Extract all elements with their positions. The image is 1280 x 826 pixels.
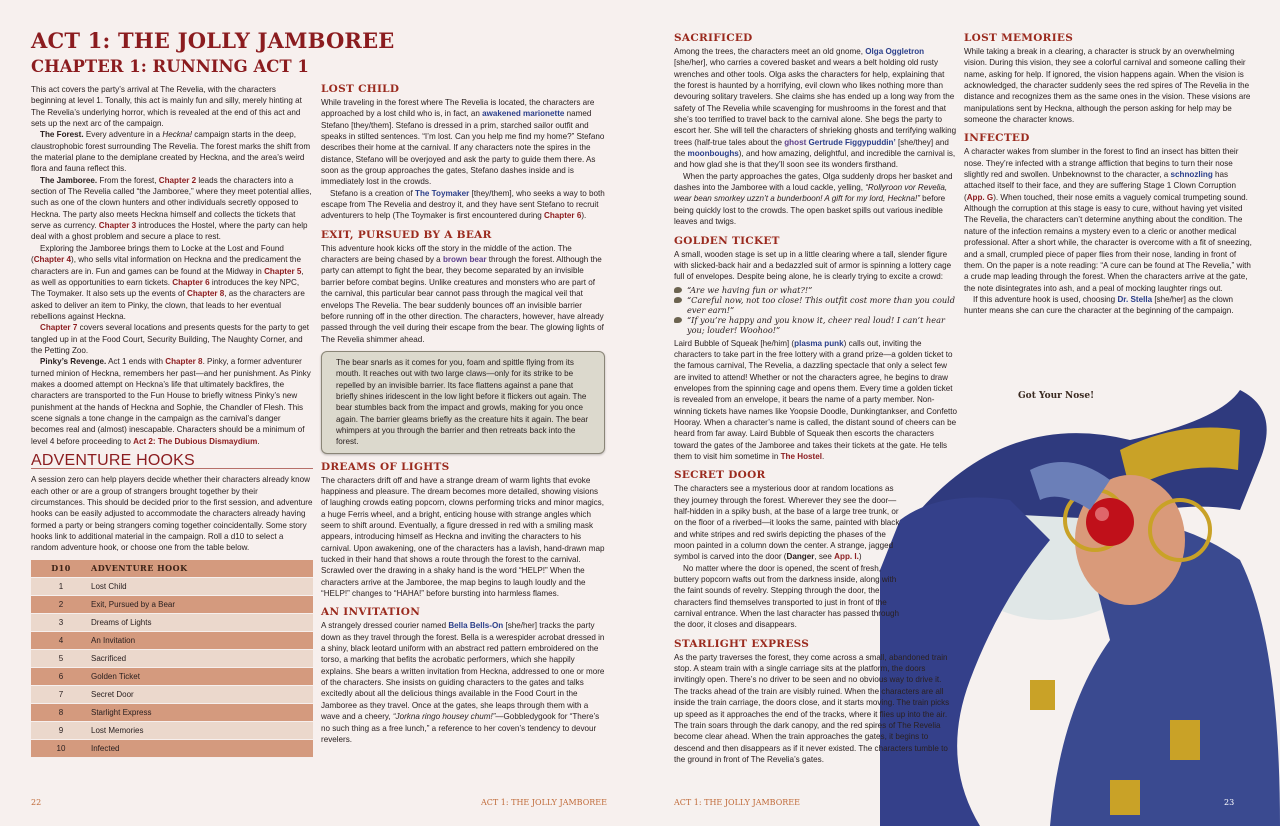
roll-cell: 7 [31, 686, 91, 704]
paragraph [31, 84, 313, 129]
hook-cell: Lost Memories [91, 722, 313, 740]
text-run: Exploring the Jamboree brings them to Locke at the Lost and Found ( [31, 243, 284, 265]
roll-cell: 8 [31, 704, 91, 722]
text-run: Danger [786, 552, 815, 562]
paragraph [674, 652, 957, 765]
paragraph [321, 243, 605, 345]
text-run: Among the trees, the characters meet an old gnome, [674, 47, 866, 56]
creature-reference: ghost [784, 137, 807, 147]
hook-cell: Starlight Express [91, 704, 313, 722]
page-number-left: 22 [31, 798, 42, 807]
chapter-reference: Chapter 3 [98, 221, 137, 231]
chapter-reference: Chapter 5 [264, 266, 302, 276]
text-run: ). [581, 211, 587, 221]
table-row [31, 596, 313, 614]
chapter-reference: Chapter 6 [172, 277, 210, 287]
right-page [640, 0, 1280, 826]
paragraph [674, 338, 957, 463]
text-run: When the party approaches the gates, Olga suddenly drops her basket and dashes into the Jamboree with a loud cackle, yelling, [674, 171, 953, 193]
text-run: ) calls out, inviting the characters to take part in the free lottery with a grand prize—a golden ticket to the famous carnival, The Revelia, a dazzling spectacle that only a select few are invited to attend! Whether or not the characters agree, he begins to draw envelopes from the spinning cage and opens them. Every time a golden ticket is revealed from an envelope, it bears the name of a party member. Non-winning tickets have names like Yoopsie Doodle, Dunkingtankser, and Confetto Hooray. When a character’s name is called, the distant sound of cheers can be heard from far away. Laird Bubble of Squeak then escorts the characters toward the gates of the Jamboree and takes their tickets at the gate. He tells them to visit him sometime in [674, 338, 958, 461]
secret-door-heading: SECRET DOOR [674, 469, 766, 482]
creature-reference: Bella Bells-On [448, 621, 504, 631]
dreams-text [321, 475, 605, 600]
text-run: Act 1 ends with [106, 357, 166, 367]
creature-reference: awakened marionette [482, 109, 565, 119]
text-run: As the party traverses the forest, they come across a small, abandoned train stop. A steam train with a single carriage sits at the platform, the doors invitingly open. There’s no driver to be seen and no obvious way to drive it. The tracks ahead of the train are visibly ruined. When the characters are all inside the train carriage, the doors close, and it starts moving. The train picks up speed as it approaches the end of the tracks, where it flies up into the air. The train soars through the dark canopy, and the red spires of The Revelia become clear ahead. When the train approaches the gates, it begins to descend and then disappears as if it never existed. The characters tumble to the ground in front of The Revelia’s gates. [674, 652, 950, 764]
hook-cell: Golden Ticket [91, 668, 313, 686]
text-run: [she/they] and the [674, 137, 949, 159]
golden-ticket-text-2 [674, 338, 957, 463]
right-column-2 [964, 31, 1254, 317]
table-row [31, 614, 313, 632]
quote-list [674, 285, 957, 335]
text-run: From the forest, [97, 175, 159, 185]
chapter-title: CHAPTER 1: RUNNING ACT 1 [31, 57, 309, 76]
page-number-right: 23 [1224, 798, 1235, 807]
chapter-reference: Act 2: The Dubious Dismaydium [133, 436, 258, 446]
text-run: The Jamboree. [40, 175, 98, 185]
text-run: . [821, 451, 825, 461]
text-run: introduces the Hostel, where the party can help deal with a ghost problem and secure a place to rest. [31, 221, 308, 242]
quote-text: “Are we having fun or what?!” [687, 284, 813, 295]
creature-reference: brown bear [442, 255, 487, 265]
text-run: ), and how amazing, delightful, and incredible the carnival is, and how glad she is that they’ll soon see its wonders firsthand. [674, 149, 956, 170]
text-run: Every adventure in a [83, 130, 163, 140]
running-footer-right: ACT 1: THE JOLLY JAMBOREE [674, 798, 800, 807]
intro-text [31, 84, 313, 447]
golden-ticket-heading: GOLDEN TICKET [674, 234, 780, 247]
chapter-reference: Chapter 6 [544, 211, 582, 221]
text-run: A strangely dressed courier named [321, 621, 449, 631]
text-run: Stefano is a creation of [330, 188, 416, 198]
read-aloud-box: The bear snarls as it comes for you, foam and spittle flying from its mouth. It reaches out with two large claws—only for its strike to be repelled by an invisible barrier. Its face flattens against a pane that briefly shines iridescent in the low light before it flickers out again. The bear stumbles back from the impact and growls, making for you once again. The barrier gleams briefly as the creature hits it again. The bear whimpers at you through the barrier and then retreats back into the forest. [321, 351, 605, 454]
text-run: Pinky’s Revenge. [40, 357, 107, 367]
roll-cell: 10 [31, 740, 91, 758]
chapter-reference: App. I. [834, 552, 859, 562]
hook-cell: Infected [91, 740, 313, 758]
bear-text [321, 243, 605, 345]
creature-reference: plasma punk [794, 338, 844, 348]
roll-cell: 3 [31, 614, 91, 632]
paragraph [674, 171, 957, 228]
paragraph [674, 46, 957, 171]
roll-cell: 5 [31, 650, 91, 668]
text-run: before being quickly lost to the crowds. The open basket spills out various inedible leaves and twigs. [674, 194, 946, 227]
paragraph [31, 356, 313, 447]
paragraph [31, 474, 313, 553]
roll-cell: 4 [31, 632, 91, 650]
speech-bubble-icon [674, 317, 682, 323]
paragraph [964, 146, 1254, 293]
table-row [31, 722, 313, 740]
text-run: ), who sells vital information on Heckna and the predicament the characters are in. Fun and games can be found at the Midway in [31, 255, 301, 276]
text-run: While traveling in the forest where The Revelia is located, the characters are approached by a lost child who is, in fact, an [321, 98, 595, 119]
right-column-1 [674, 31, 957, 765]
text-run: A small, wooden stage is set up in a little clearing where a tall, slender figure with slicked-back hair and a bedazzled suit of armor is spinning a lottery cage full of envelopes. Despite being alone, he is clearly trying to excite a crowd: [674, 249, 952, 282]
speech-bubble-icon [674, 287, 682, 293]
text-run: , as the characters are asked to deliver an item to Pinky, the clown, that leads to her eventual rebellions against Heckna. [31, 289, 305, 321]
text-run: Laird Bubble of Squeak [he/him] ( [674, 338, 795, 348]
text-run: [she/her] tracks the party down as they travel through the forest. Bella is a werespider acrobat dressed in a shiny, black leotard uniform with an abstract red pattern embroidered on the torso, a marking that befits the acrobatic performers, which she happily explains. She bears a written invitation from Heckna, addressed to one or more of the characters. She insists on guiding characters to the gates and talks excitedly about all the delicious things available in the Food Court in the Jamboree as they travel. Once at the gates, she leaps through them with a wave and a cheery, [321, 621, 605, 722]
hook-cell: Secret Door [91, 686, 313, 704]
creature-reference: schnozling [1170, 170, 1213, 180]
text-run: , see [814, 552, 835, 562]
text-run: has attached itself to their face, and they are suffering Stage 1 Clown Corruption ( [964, 170, 1237, 202]
text-run: ) [858, 552, 862, 562]
text-run: . [257, 436, 260, 446]
text-run: . Pinky, a former adventurer turned minion of Heckna, remembers her past—and her punishment. As Pinky makes a doomed attempt on Heckna’s life that ultimately backfires, the characters are transported to the Fun House to briefly witness Pinky’s new punishment at the hands of Heckna and Sophie, the Chandler of Flesh. This scene signals a tone change in the campaign as the carnival’s danger becomes real and (almost) inescapable. Characters should be a minimum of level 4 before proceeding to [31, 357, 311, 446]
paragraph [321, 97, 605, 188]
secret-door-text [674, 483, 906, 630]
paragraph [321, 188, 605, 222]
chapter-reference: The Hostel [780, 451, 822, 461]
lost-memories-heading: LOST MEMORIES [964, 32, 1074, 44]
left-column-2 [321, 82, 605, 745]
creature-reference: Olga Oggletron [865, 47, 925, 56]
text-run: No matter where the door is opened, the scent of fresh, buttery popcorn wafts out from the darkness inside, along with the faint sounds of revelry. Stepping through the door, the characters find themselves transported to just in front of the carnival entrance. When the last character has passed through the door, it closes and disappears. [674, 563, 899, 630]
lost-memories-text [964, 46, 1254, 125]
hook-cell: Exit, Pursued by a Bear [91, 596, 313, 614]
chapter-reference: Chapter 8 [186, 289, 225, 299]
text-run: [they/them], who seeks a way to both escape from The Revelia and destroy it, and they have sent Stefano to recruit adventurers to help (The Toymaker is first encountered during [321, 188, 605, 221]
text-run: While taking a break in a clearing, a character is struck by an overwhelming vision. During this vision, they see a colorful carnival and someone calling their name, asking for help. If ignored, the vision happens again. When the vision is acknowledged, the character suddenly sees the red spires of The Revelia in the distance and recognizes them as the same ones in the vision. These visions are manipulations sent by Heckna, although the person asking for help may be someone the character knows. [964, 47, 1251, 125]
text-run: [she/her], who carries a covered basket and wears a belt holding old rusty wrenches and other tools. Olga asks the characters for help, explaining that the forest is haunted by a horrifying, evil clown who likes nothing more than devouring solitary travelers. She claims she has ended up a long way from the safety of The Revelia while scavenging for mushrooms in the forest and that she’s too terrified to travel back to the carnival alone. She begs the party to escort her. She will tell the characters of shrieking ghosts and terrifying walking trees (half-true tales about the [674, 58, 957, 147]
paragraph [964, 294, 1254, 317]
creature-reference: Dr. Stella [1117, 294, 1153, 304]
text-run: A character wakes from slumber in the forest to find an insect has bitten their nose. They’re infected with a strange affliction that begins to turn their nose slightly red and swollen. Unbeknownst to the character, a [964, 147, 1239, 180]
sacrificed-heading: SACRIFICED [674, 32, 753, 44]
invitation-heading: AN INVITATION [321, 606, 421, 619]
chapter-reference: Chapter 8 [165, 357, 203, 367]
chapter-reference: Chapter 4 [33, 255, 72, 265]
text-run: If this adventure hook is used, choosing [973, 294, 1118, 304]
starlight-text [674, 652, 957, 765]
quote-item [674, 285, 957, 295]
speech-bubble-icon [674, 297, 682, 303]
table-row [31, 686, 313, 704]
paragraph [31, 322, 313, 356]
paragraph [674, 483, 906, 562]
creature-reference: Gertrude Figgypuddin’ [808, 137, 896, 147]
roll-cell: 9 [31, 722, 91, 740]
adventure-hook-table [31, 560, 313, 758]
dreams-heading: DREAMS OF LIGHTS [321, 460, 450, 473]
text-run: This adventure hook kicks off the story in the middle of the action. The characters are being chased by a [321, 243, 572, 265]
creature-reference: moonboughs [687, 149, 739, 159]
paragraph [964, 46, 1254, 125]
golden-ticket-text [674, 249, 957, 283]
chapter-reference: App. G [966, 192, 994, 202]
text-run: The characters see a mysterious door at random locations as they journey through the forest. Wherever they see the door—half-hidden in a spiky bush, at the base of a large tree trunk, or on the floor of a riverbed—it looks the same, painted with black and white stripes and red swirls depicting the phases of the moon painted in a column down the center. A strange, jagged symbol is carved into the door ( [674, 484, 900, 562]
starlight-heading: STARLIGHT EXPRESS [674, 637, 810, 650]
text-run: through the forest. Although the party can attempt to fight the bear, they become separated by an invisible barrier before combat begins. Unlike creatures and monsters who are part of the carnival, this particular bear cannot pass through the magical veil that envelops The Revelia. The bear suddenly bounces off an invisible barrier before running off in the other direction. The characters, however, have already passed through the veil during their escape from the bear. The glowing lights of The Revelia shimmer ahead. [321, 255, 604, 344]
quote-text: “If you’re happy and you know it, cheer real loud! I can’t hear you; louder! Woohoo!” [687, 314, 945, 335]
text-run: [she/her] as the clown hunter means she can cure the character at the beginning of the campaign. [964, 294, 1234, 316]
text-run: leads the characters into a section of The Revelia called “the Jamboree,” where they meet potential allies, such as one of the clown hunters and other individuals secretly opposed to Heckna. The party also meets Heckna himself and collects the tickets that serve as currency. [31, 175, 312, 231]
paragraph [321, 475, 605, 600]
act-title: ACT 1: THE JOLLY JAMBOREE [31, 28, 395, 53]
text-run: covers several locations and presents quests for the party to get tangled up in at the Food Court, Security Building, The Naughty Corner, and the Petting Zoo. [31, 323, 310, 355]
text-run: —Gobbledygook for “There’s no such thing as a free lunch,” a reference to her coven’s tendency to devour revelers. [321, 712, 600, 744]
text-run: “Jorkna ringo housey chum!” [392, 712, 496, 722]
table-row [31, 668, 313, 686]
text-run: A session zero can help players decide whether their characters already know each other or are a group of strangers brought together by their circumstances. This should be decided prior to the first session, and adventure hooks can be easily adjusted to accommodate the characters already having formed a party or being strangers coming together coincidentally. Some story hooks link to additional material in the campaign. Roll a d10 to select a random adventure hook, or choose one from the table below. [31, 475, 313, 553]
chapter-reference: Chapter 2 [158, 175, 197, 185]
text-run: Heckna! [162, 130, 193, 140]
hook-cell: Sacrificed [91, 650, 313, 668]
paragraph [674, 249, 957, 283]
roll-cell: 2 [31, 596, 91, 614]
text-run: The Forest. [40, 130, 84, 140]
roll-cell: 1 [31, 578, 91, 596]
text-run: ). When touched, their nose emits a vaguely comical trumpeting sound. Although the corruption at this stage is easy to cure, without having yet visited The Revelia, the characters can’t determine anything about the condition. The nature of the infection remains a mystery even to a cleric or another medical professional. After a short while, the character is overcome with a fit of sneezing, and a small, crumpled piece of paper flies from their nose, landing in front of them. On the paper is a note reading: “A cure can be found at The Revelia,” with a crude map leading through the forest. When the characters arrive at the gate, the note disintegrates into ash, and a peal of mocking laughter rings out. [964, 192, 1252, 293]
text-run: The characters drift off and have a strange dream of warm lights that evoke happiness and pleasure. The dream becomes more detailed, showing visions of laughing crowds eating popcorn, clowns performing tricks and minor magics, a huge Ferris wheel, and a bright, enticing house with strange angles which seem to shift around. Eventually, a figure dressed in red with a smiling mask appears, introducing himself as Heckna and inviting the characters to his carnival. Upon awakening, one of the characters has a lavish, hand-drawn map tucked in their hand that shows a route through the forest to the carnival. Scrawled over the drawing in a shaky hand is the word “HELP!” When the characters arrive at the Jamboree, the map begins to laugh loudly and the “HELP!” changes to “HAHA!” before bursting into harmless flames. [321, 475, 605, 599]
text-run: , as well as opportunities to earn tickets. [31, 266, 304, 287]
chapter-reference: Chapter 7 [40, 323, 78, 333]
invitation-text [321, 620, 605, 745]
paragraph [31, 129, 313, 174]
table-header-d10: D10 [31, 560, 91, 578]
text-run: named Stefano [they/them]. Stefano is dressed in a prim, starched sailor outfit and speaks in stilted sentences. “I’m lost. Can you help me find my home?” Stefano describes their home at the carnival. If any characters note the spires in the distance, Stefano will be overjoyed and ask the party to guide them there. As soon as the group approaches the gates, Stefano dashes inside and is immediately lost in the crowds. [321, 109, 605, 187]
hook-cell: Lost Child [91, 578, 313, 596]
infected-heading: INFECTED [964, 132, 1030, 145]
paragraph [31, 243, 313, 322]
hook-cell: Dreams of Lights [91, 614, 313, 632]
table-row [31, 650, 313, 668]
left-column-1 [31, 84, 313, 758]
paragraph [321, 620, 605, 745]
table-row [31, 632, 313, 650]
lost-child-text [321, 97, 605, 222]
table-row [31, 578, 313, 596]
adventure-hooks-heading: ADVENTURE HOOKS [31, 455, 313, 469]
text-run: “Rollyroon vor Revelia, wear bean smorkey uzzn’t a bunderboon! A gift for my lord, Heckna!” [674, 183, 948, 204]
running-footer-left: ACT 1: THE JOLLY JAMBOREE [481, 798, 607, 807]
quote-text: “Careful now, not too close! This outfit cost more than you could ever earn!” [687, 294, 956, 315]
table-row [31, 704, 313, 722]
quote-item [674, 315, 957, 335]
table-header-hook: ADVENTURE HOOK [91, 560, 313, 578]
lost-child-heading: LOST CHILD [321, 83, 400, 95]
text-run: introduces the key NPC, The Toymaker. It also sets up the events of [31, 277, 300, 299]
roll-cell: 6 [31, 668, 91, 686]
paragraph [674, 563, 906, 631]
table-row [31, 740, 313, 758]
creature-reference: The Toymaker [415, 188, 470, 198]
quote-item [674, 295, 957, 315]
hook-cell: An Invitation [91, 632, 313, 650]
text-run: campaign starts in the deep, claustrophobic forest surrounding The Revelia. The forest marks the shift from the material plane to the demiplane created by Heckna, and the area’s weird flora and fauna reflect this. [31, 130, 311, 174]
sacrificed-text [674, 46, 957, 228]
hooks-intro [31, 474, 313, 553]
bear-heading: EXIT, PURSUED BY A BEAR [321, 228, 492, 241]
infected-text [964, 146, 1254, 316]
paragraph [31, 175, 313, 243]
text-run: This act covers the party’s arrival at The Revelia, with the characters beginning at level 1. Tonally, this act is mainly fun and silly, merely hinting at The Revelia’s underlying horror, which is revealed at the end of this act and sets up the next arc of the campaign. [31, 85, 302, 129]
illustration-caption: Got Your Nose! [1018, 391, 1095, 401]
